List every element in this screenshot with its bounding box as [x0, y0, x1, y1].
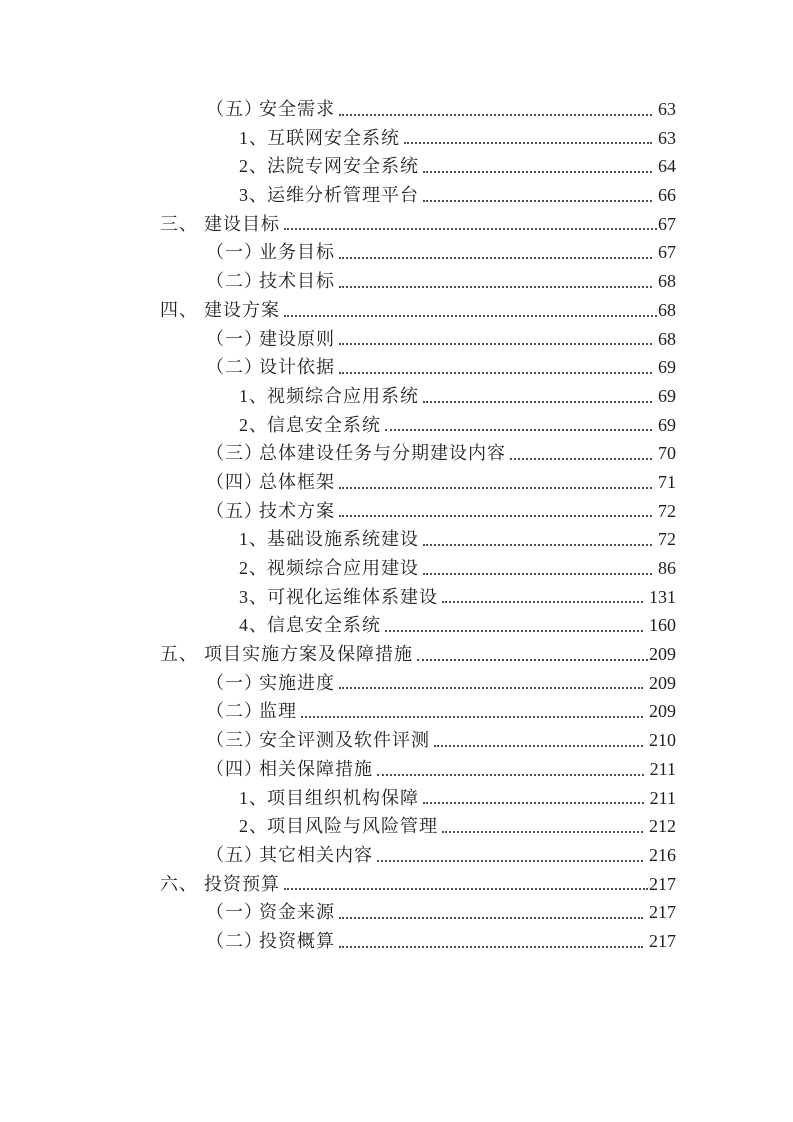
toc-entry[interactable]: [160, 468, 676, 497]
toc-entry[interactable]: [160, 812, 676, 841]
toc-entry-page-number: 86: [658, 558, 676, 578]
toc-entry-title: 实施进度: [259, 672, 335, 693]
toc-entry[interactable]: [160, 296, 676, 325]
toc-entry[interactable]: [160, 238, 676, 267]
toc-leader-dots: [381, 411, 658, 440]
toc-entry[interactable]: [160, 697, 676, 726]
toc-entry-number: 1、: [239, 385, 268, 406]
toc-leader-dots: [419, 525, 658, 554]
toc-entry-number: （一）: [206, 672, 263, 693]
toc-leader-dots: [419, 784, 650, 813]
toc-entry-page-number: 69: [658, 357, 676, 378]
toc-entry-page-number: 67: [658, 242, 676, 263]
toc-entry-title: 投资预算: [204, 873, 280, 894]
toc-entry-page-number: 72: [658, 500, 676, 521]
toc-entry-title: 运维分析管理平台: [267, 185, 419, 206]
toc-leader-dots: [419, 382, 658, 411]
toc-leader-dots: [335, 238, 658, 267]
toc-entry[interactable]: [160, 870, 676, 899]
toc-entry[interactable]: [160, 554, 676, 583]
toc-leader-dots: [335, 468, 658, 497]
toc-entry-title: 互联网安全系统: [267, 127, 400, 148]
toc-entry-page-number: 68: [658, 299, 676, 320]
toc-leader-dots: [335, 95, 658, 124]
toc-entry-number: （四）: [206, 471, 263, 492]
toc-leader-dots: [438, 583, 649, 612]
toc-entry-number: （四）: [206, 758, 263, 779]
toc-entry-page-number: 68: [658, 271, 676, 292]
toc-entry[interactable]: [160, 755, 676, 784]
table-of-contents: [160, 95, 676, 956]
toc-entry-number: 六、: [160, 873, 198, 894]
toc-leader-dots: [381, 611, 649, 640]
toc-leader-dots: [413, 640, 649, 669]
toc-entry-page-number: 160: [649, 615, 676, 636]
toc-entry-number: （三）: [206, 443, 263, 464]
toc-entry-title: 设计依据: [259, 357, 335, 378]
toc-entry[interactable]: [160, 411, 676, 440]
toc-entry-title: 视频综合应用建设: [267, 558, 419, 578]
toc-entry[interactable]: [160, 152, 676, 181]
toc-entry-title: 安全需求: [259, 99, 335, 119]
toc-entry[interactable]: [160, 439, 676, 468]
toc-entry-number: 1、: [239, 127, 268, 148]
toc-entry-page-number: 63: [658, 99, 676, 119]
toc-entry-title: 投资概算: [259, 930, 335, 951]
toc-leader-dots: [335, 353, 658, 382]
toc-leader-dots: [373, 755, 650, 784]
toc-entry-page-number: 66: [658, 185, 676, 206]
toc-entry[interactable]: [160, 640, 676, 669]
toc-entry-number: 2、: [239, 156, 268, 177]
toc-entry-page-number: 68: [658, 328, 676, 349]
toc-entry-page-number: 209: [649, 672, 676, 693]
toc-leader-dots: [280, 870, 649, 899]
toc-entry-number: 2、: [239, 558, 268, 578]
toc-entry-title: 视频综合应用系统: [267, 385, 419, 406]
toc-entry-title: 技术目标: [259, 271, 335, 292]
toc-entry-title: 安全评测及软件评测: [259, 730, 430, 751]
toc-entry-number: 1、: [239, 529, 268, 550]
toc-entry[interactable]: [160, 611, 676, 640]
toc-entry-number: （一）: [206, 328, 263, 349]
toc-entry-number: （二）: [206, 357, 263, 378]
toc-leader-dots: [430, 726, 649, 755]
toc-entry[interactable]: [160, 525, 676, 554]
toc-entry-number: 三、: [160, 213, 198, 234]
toc-entry-page-number: 209: [649, 701, 676, 722]
toc-entry-number: 3、: [239, 185, 268, 206]
toc-entry-page-number: 64: [658, 156, 676, 177]
toc-entry-page-number: 131: [649, 586, 676, 607]
toc-entry-page-number: 217: [649, 930, 676, 951]
toc-entry-page-number: 69: [658, 385, 676, 406]
toc-entry-number: 3、: [239, 586, 268, 607]
toc-entry[interactable]: [160, 583, 676, 612]
toc-leader-dots: [438, 812, 649, 841]
toc-leader-dots: [400, 124, 658, 153]
toc-entry-page-number: 67: [658, 213, 676, 234]
toc-entry-title: 法院专网安全系统: [267, 156, 419, 177]
toc-entry[interactable]: [160, 95, 676, 124]
toc-entry-page-number: 71: [658, 471, 676, 492]
toc-entry-page-number: 210: [649, 730, 676, 751]
toc-entry[interactable]: [160, 325, 676, 354]
toc-entry-number: （五）: [206, 500, 263, 521]
toc-leader-dots: [335, 927, 649, 956]
toc-entry[interactable]: [160, 353, 676, 382]
toc-leader-dots: [373, 841, 649, 870]
toc-leader-dots: [335, 898, 649, 927]
toc-entry-page-number: 69: [658, 414, 676, 435]
toc-entry-page-number: 217: [649, 902, 676, 923]
toc-entry-page-number: 211: [649, 758, 676, 779]
toc-entry-title: 建设目标: [204, 213, 280, 234]
toc-entry-number: 2、: [239, 414, 268, 435]
toc-leader-dots: [506, 439, 658, 468]
toc-entry-title: 相关保障措施: [259, 758, 373, 779]
toc-entry-number: 2、: [239, 816, 268, 837]
toc-entry-title: 技术方案: [259, 500, 335, 521]
toc-entry-page-number: 209: [649, 644, 676, 665]
toc-entry-page-number: 216: [649, 844, 676, 865]
toc-entry[interactable]: [160, 382, 676, 411]
toc-entry-number: 4、: [239, 615, 268, 636]
toc-leader-dots: [419, 554, 658, 583]
toc-entry[interactable]: [160, 784, 676, 813]
toc-entry-number: （五）: [206, 844, 263, 865]
toc-entry-page-number: 217: [649, 873, 676, 894]
toc-entry-page-number: 70: [658, 443, 676, 464]
toc-entry[interactable]: [160, 726, 676, 755]
toc-entry-title: 信息安全系统: [267, 414, 381, 435]
toc-entry[interactable]: [160, 497, 676, 526]
toc-entry[interactable]: [160, 669, 676, 698]
toc-entry-page-number: 72: [658, 529, 676, 550]
toc-entry-number: （二）: [206, 930, 263, 951]
toc-entry-number: （一）: [206, 242, 263, 263]
toc-entry-number: （一）: [206, 902, 263, 923]
toc-entry-title: 建设方案: [204, 299, 280, 320]
toc-leader-dots: [280, 210, 658, 239]
toc-entry-number: （三）: [206, 730, 263, 751]
toc-leader-dots: [335, 267, 658, 296]
toc-entry-number: （二）: [206, 271, 263, 292]
toc-entry-number: 五、: [160, 644, 198, 665]
toc-leader-dots: [419, 152, 658, 181]
toc-entry[interactable]: [160, 210, 676, 239]
toc-leader-dots: [335, 497, 658, 526]
toc-entry-title: 项目风险与风险管理: [267, 816, 438, 837]
toc-leader-dots: [297, 697, 649, 726]
toc-entry[interactable]: [160, 181, 676, 210]
toc-entry-title: 业务目标: [259, 242, 335, 263]
toc-entry-title: 其它相关内容: [259, 844, 373, 865]
toc-entry-number: 四、: [160, 299, 198, 320]
toc-entry-title: 监理: [259, 701, 297, 722]
toc-entry[interactable]: [160, 927, 676, 956]
toc-entry-title: 基础设施系统建设: [267, 529, 419, 550]
toc-entry-title: 信息安全系统: [267, 615, 381, 636]
toc-entry-number: 1、: [239, 787, 268, 808]
toc-entry-title: 总体建设任务与分期建设内容: [259, 443, 506, 464]
toc-entry[interactable]: [160, 841, 676, 870]
toc-entry-title: 可视化运维体系建设: [267, 586, 438, 607]
toc-entry-page-number: 212: [649, 816, 676, 837]
toc-entry[interactable]: [160, 898, 676, 927]
toc-leader-dots: [280, 296, 658, 325]
toc-leader-dots: [419, 181, 658, 210]
toc-entry-number: （二）: [206, 701, 263, 722]
toc-entry[interactable]: [160, 267, 676, 296]
toc-entry-title: 建设原则: [259, 328, 335, 349]
toc-entry-page-number: 63: [658, 127, 676, 148]
toc-entry-number: （五）: [206, 99, 263, 119]
toc-entry-title: 项目组织机构保障: [267, 787, 419, 808]
toc-entry-title: 总体框架: [259, 471, 335, 492]
toc-leader-dots: [335, 669, 649, 698]
toc-entry[interactable]: [160, 124, 676, 153]
toc-entry-page-number: 211: [649, 787, 676, 808]
toc-entry-title: 资金来源: [259, 902, 335, 923]
toc-leader-dots: [335, 325, 658, 354]
toc-entry-title: 项目实施方案及保障措施: [204, 644, 413, 665]
